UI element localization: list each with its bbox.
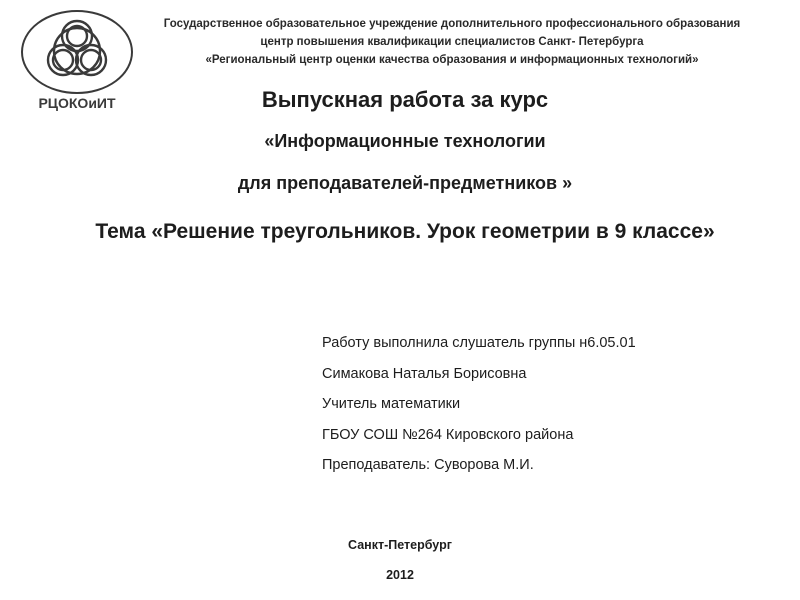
footer-year: 2012 [386,568,414,582]
slide-footer [0,538,800,582]
author-line-school: ГБОУ СОШ №264 Кировского района [322,426,574,443]
page-title: Выпускная работа за курс [261,87,549,112]
author-line-name: Симакова Наталья Борисовна [322,365,527,382]
organization-header [112,16,792,69]
author-line-group: Работу выполнила слушатель группы н6.05.01 [322,335,636,351]
footer-city: Санкт-Петербург [348,538,452,552]
author-line-supervisor: Преподаватель: Суворова М.И. [322,457,534,473]
org-header-line-3: «Региональный центр оценки качества образования и информационных технологий» [205,53,699,66]
svg-text:РЦОКОиИТ: РЦОКОиИТ [38,95,116,111]
work-theme: Тема «Решение треугольников. Урок геометрии в 9 классе» [95,219,715,243]
course-name-line-1: «Информационные технологии [264,130,546,151]
title-block [60,84,750,245]
org-header-line-2: центр повышения квалификации специалистов Санкт- Петербурга [260,35,644,48]
author-line-position: Учитель математики [322,396,461,412]
org-header-line-1: Государственное образовательное учреждение дополнительного профессионального образования [163,18,741,30]
course-name-line-2: для преподавателей-предметников » [237,172,573,193]
author-block [322,336,762,489]
